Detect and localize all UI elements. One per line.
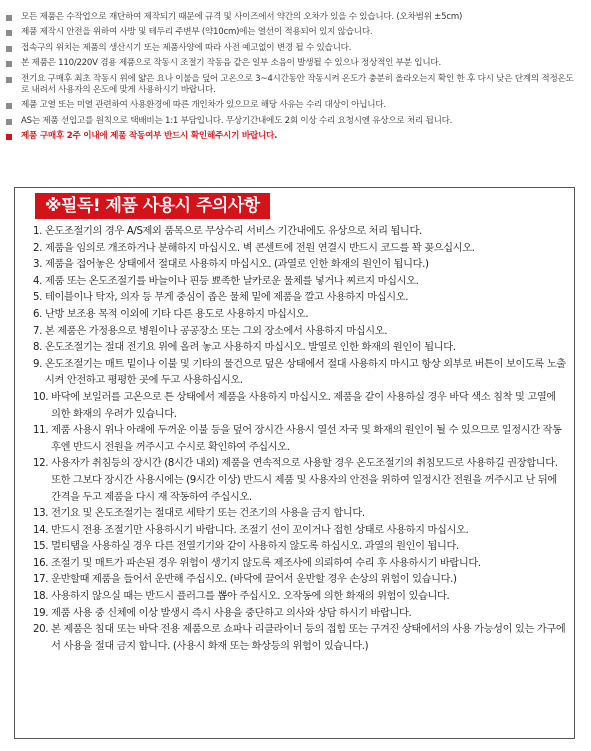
caution-item [33,556,566,573]
caution-item [33,340,566,357]
caution-item [33,539,566,556]
bullet-square-icon [6,134,12,140]
item-number: 10. [33,391,49,403]
notice-item [6,58,581,69]
item-number: 18. [33,591,49,603]
notice-item [6,12,581,23]
caution-item [33,241,566,258]
caution-item [33,506,566,523]
item-text: 본 제품은 가정용으로 병원이나 공공장소 또는 그외 장소에서 사용하지 마십시오. [45,325,388,337]
item-text: 온도조절기는 절대 전기요 위에 올려 놓고 사용하지 마십시오. 발열로 인한 화재의 원인이 됩니다. [45,342,456,354]
item-number: 9. [33,358,43,370]
item-text: 멀티탭을 사용하실 경우 다른 전열기기와 같이 사용하지 않도록 하십시오. 과열의 원인이 됩니다. [51,541,459,553]
item-text: 반드시 전용 조절기만 사용하시기 바랍니다. 조절기 선이 꼬이거나 접힌 상태로 사용하지 마십시오. [51,524,469,536]
caution-item [33,390,566,423]
bullet-square-icon [6,61,12,67]
item-number: 14. [33,524,49,536]
item-text: 사용하지 않으실 때는 반드시 플러그를 뽑아 주십시오. 오작동에 의한 화재의 위험이 있습니다. [51,591,450,603]
notice-item [6,43,581,54]
caution-item [33,357,566,390]
bullet-square-icon [6,46,12,52]
item-number: 17. [33,574,49,586]
item-text: 조절기 및 매트가 파손된 경우 위험이 생기지 않도록 제조사에 의뢰하여 수리 후 사용하시기 바랍니다. [51,557,481,569]
item-number: 16. [33,557,49,569]
item-number: 12. [33,458,49,470]
notice-text: 전기요 구매후 최초 작동시 위에 얇은 요나 이불을 덮어 고온으로 3~4시간동안 작동시켜 온도가 충분히 올라오는지 확인 한 후 다시 낮은 단계의 적정온도로 내려서 사용자의 온도에 맞게 사용하시기 바랍니다. [21,73,574,96]
notice-item [6,116,581,127]
item-text: 제품 사용시 위나 아래에 두꺼운 이불 등을 덮어 장시간 사용시 열선 자국 및 화재의 원인이 될 수 있으므로 일정시간 작동 후엔 반드시 전원을 꺼주시고 수시로 확인하여 주십시오. [51,425,562,453]
notice-text: 모든 제품은 수작업으로 재단하여 제작되기 때문에 규격 및 사이즈에서 약간의 오차가 있을 수 있습니다. (오차범위 ±5cm) [21,12,463,22]
caution-title: ※필독! 제품 사용시 주의사항 [35,193,270,219]
item-text: 제품을 접어놓은 상태에서 절대로 사용하지 마십시오. (과열로 인한 화재의 원인이 됩니다.) [45,259,429,271]
item-number: 2. [33,242,43,254]
caution-item [33,274,566,291]
bullet-square-icon [6,77,12,83]
notice-item [6,100,581,111]
caution-item [33,324,566,341]
caution-box [14,187,575,739]
notice-text: 제품 고열 또는 미열 관련하여 사용환경에 따른 개인차가 있으므로 해당 사유는 수리 대상이 아닙니다. [21,100,386,111]
caution-item [33,606,566,623]
item-number: 19. [33,607,49,619]
item-number: 5. [33,292,43,304]
caution-item [33,257,566,274]
item-text: 본 제품은 침대 또는 바닥 전용 제품으로 쇼파나 리클라이너 등의 접힘 또는 구겨진 상태에서의 사용 가능성이 있는 가구에서 사용을 절대 금지 합니다. (사용시 화재 또는 화상등의 위험이 있습니다.) [51,624,566,652]
notice-item [6,74,581,97]
item-number: 20. [33,624,49,636]
item-text: 난방 보조용 목적 이외에 기타 다른 용도로 사용하지 마십시오. [45,308,309,320]
item-text: 테이블이나 탁자, 의자 등 무게 중심이 좁은 물체 밑에 제품을 깔고 사용하지 마십시오. [45,292,409,304]
item-text: 제품 사용 중 신체에 이상 발생시 즉시 사용을 중단하고 의사와 상담 하시기 바랍니다. [51,607,412,619]
item-number: 6. [33,308,43,320]
item-text: 제품 또는 온도조절기를 바늘이나 핀등 뾰족한 날카로운 물체를 넣거나 찌르지 마십시오. [45,275,419,287]
item-text: 온도조절기의 경우 A/S제외 품목으로 무상수리 서비스 기간내에도 유상으로 처리 됩니다. [45,226,422,237]
item-number: 7. [33,325,43,337]
caution-item [33,224,566,241]
bullet-square-icon [6,119,12,125]
caution-item [33,290,566,307]
notice-text: 제품 구매후 2주 이내에 제품 작동여부 반드시 확인해주시기 바랍니다. [21,131,278,142]
notice-item [6,27,581,38]
bullet-square-icon [6,15,12,21]
item-number: 1. [33,226,43,237]
caution-item [33,423,566,456]
item-text: 온도조절기는 매트 밑이나 이불 및 기타의 물건으로 덮은 상태에서 절대 사용하지 마시고 항상 외부로 버튼이 보이도록 노출시켜 안전하고 평평한 곳에 두고 사용하십시오. [45,358,566,387]
bullet-square-icon [6,103,12,109]
notice-text: 접속구의 위치는 제품의 생산시기 또는 제품사양에 따라 사전 예고없이 변경 될 수 있습니다. [21,42,352,53]
item-text: 운반할때 제품을 들어서 운반해 주십시오. (바닥에 끌어서 운반할 경우 손상의 위험이 있습니다.) [51,574,457,586]
item-text: 바닥에 보일러를 고온으로 튼 상태에서 제품을 사용하지 마십시오. 제품을 같이 사용하실 경우 바닥 색소 침착 및 고열에 의한 화재의 우려가 있습니다. [51,391,556,420]
bullet-square-icon [6,30,12,36]
caution-item [33,589,566,606]
caution-item [33,307,566,324]
item-text: 전기요 및 온도조절기는 절대로 세탁기 또는 건조기의 사용을 금지 합니다. [51,508,365,520]
caution-item [33,456,566,506]
item-number: 8. [33,342,43,354]
notice-text: 제품 제작시 안전을 위하여 사방 및 테두리 주변부 (약10cm)에는 열선이 적용되어 있지 않습니다. [21,27,373,38]
notice-item-warning [6,131,581,142]
item-text: 사용자가 취침등의 장시간 (8시간 내외) 제품을 연속적으로 사용할 경우 온도조절기의 취침모드로 사용하길 권장합니다. 또한 그보다 장시간 사용시에는 (9시간 이상) 반드시 제품 및 사용자의 안전을 위하여 일정시간 전원을 꺼주시고 난 뒤에 간격을 두고 제품을 다시 재 작동하여 주십시오. [51,458,558,503]
item-number: 3. [33,259,43,271]
caution-item [33,622,566,655]
notice-text: 본 제품은 110/220V 겸용 제품으로 작동시 조절기 작동음 같은 일부 소음이 발생될 수 있으나 정상적인 부분 입니다. [21,58,441,69]
notice-list [0,0,591,143]
caution-list [33,224,566,655]
caution-item [33,523,566,540]
notice-text: AS는 제품 선입고를 원칙으로 택배비는 1:1 부담입니다. 무상기간내에도 2회 이상 수리 요청시엔 유상으로 처리 됩니다. [21,115,453,126]
item-number: 15. [33,541,49,553]
item-text: 제품을 임의로 개조하거나 분해하지 마십시오. 벽 콘센트에 전원 연결시 반드시 코드를 꽉 꽂으십시오. [45,242,475,254]
item-number: 11. [33,425,49,437]
caution-item [33,572,566,589]
item-number: 4. [33,275,43,287]
item-number: 13. [33,508,49,520]
